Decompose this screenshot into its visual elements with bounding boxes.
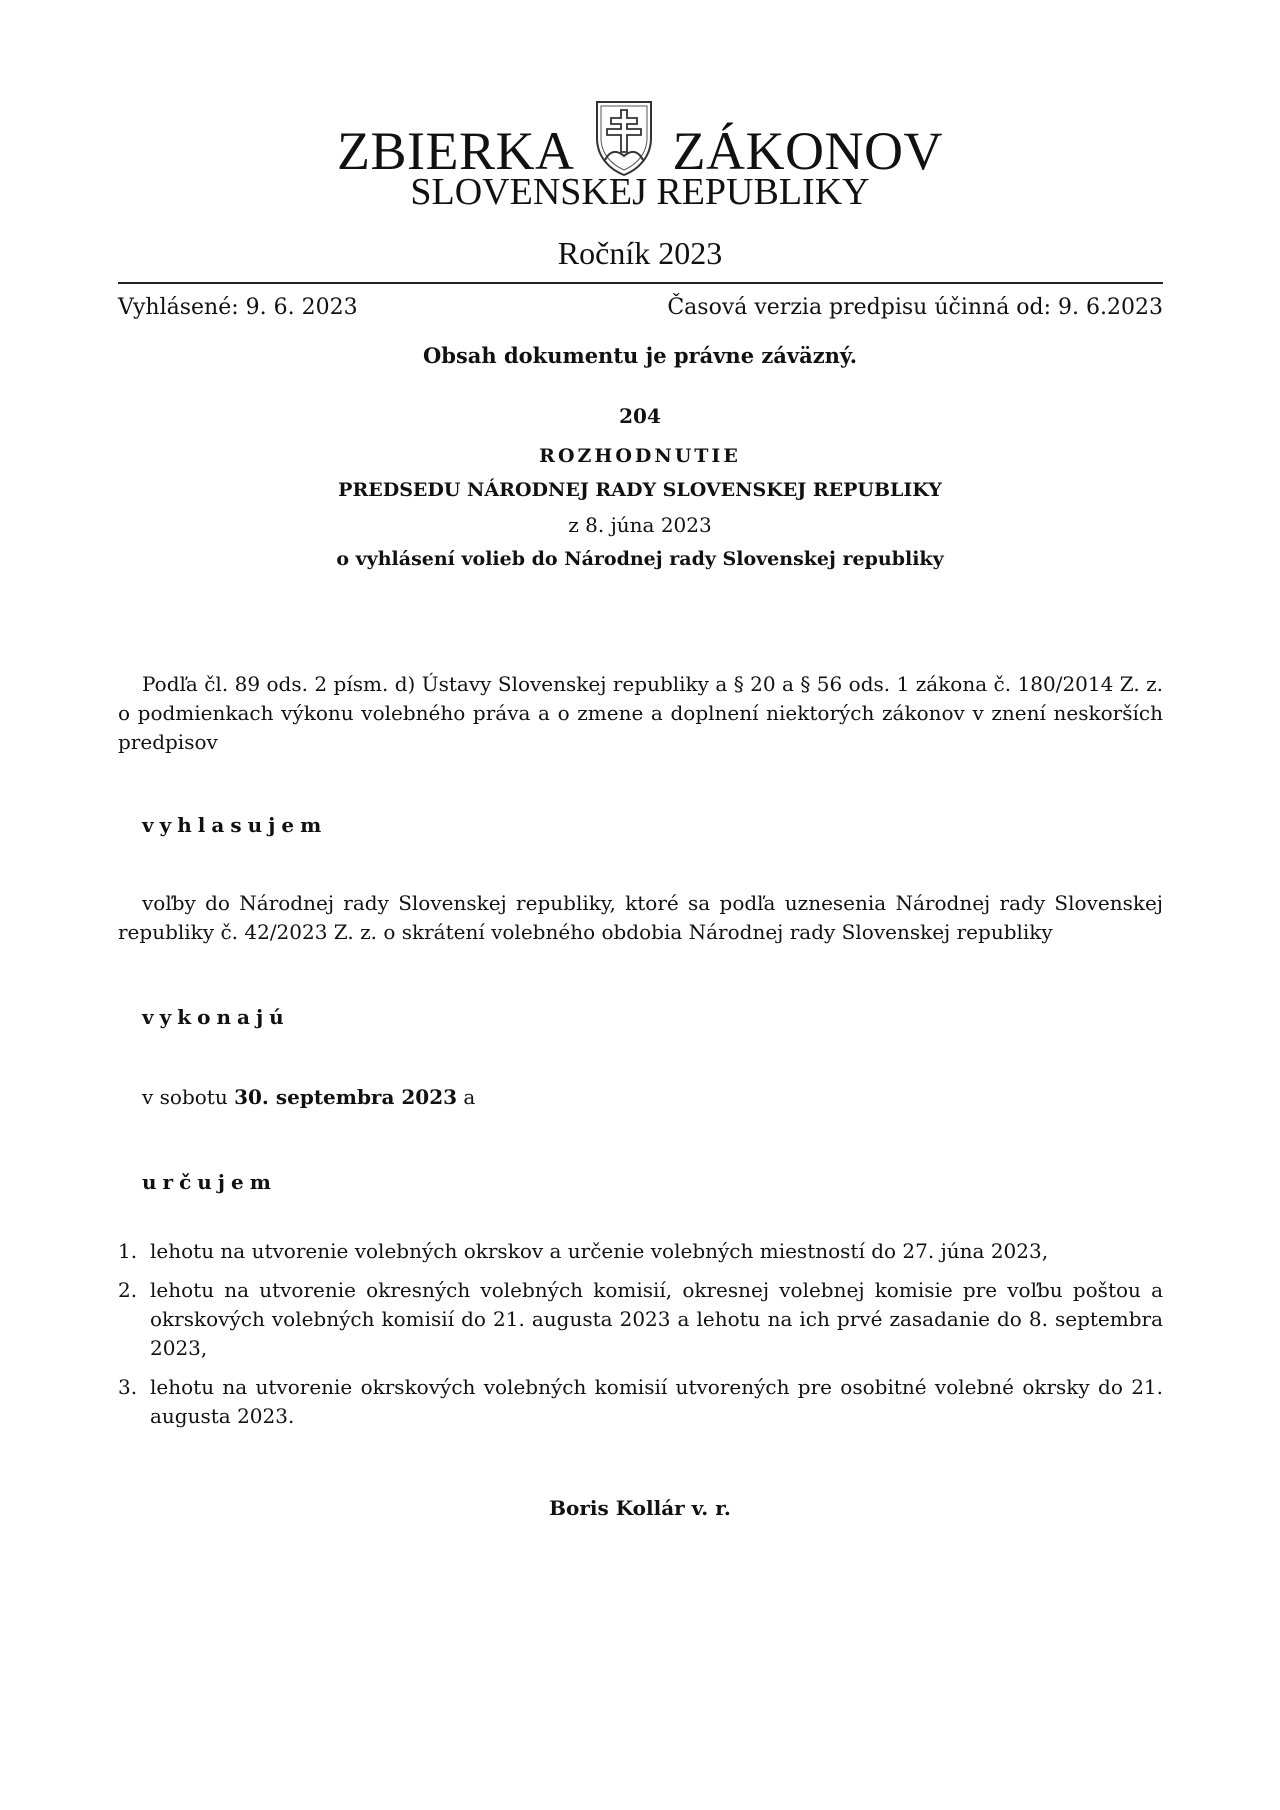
- election-date-line: [118, 1083, 1163, 1112]
- binding-note: Obsah dokumentu je právne záväzný.: [422, 343, 858, 368]
- masthead-subtitle: SLOVENSKEJ REPUBLIKY: [410, 171, 870, 213]
- masthead-word-right: ZÁKONOV: [672, 121, 943, 181]
- list-item: [118, 1237, 1163, 1266]
- masthead-word-left: ZBIERKA: [337, 121, 575, 181]
- deadline-list: [118, 1237, 1163, 1441]
- election-date: 30. septembra 2023: [234, 1085, 458, 1109]
- decision-type: ROZHODNUTIE: [539, 445, 741, 467]
- announced-date: Vyhlásené: 9. 6. 2023: [118, 295, 358, 320]
- verb-vykonaju: vykonajú: [142, 1005, 290, 1029]
- decision-issuer: PREDSEDU NÁRODNEJ RADY SLOVENSKEJ REPUBLIKY: [338, 479, 942, 501]
- list-item-number: 2.: [118, 1278, 138, 1302]
- list-item-number: 1.: [118, 1239, 138, 1263]
- header-divider: [118, 282, 1163, 284]
- intro-paragraph: Podľa čl. 89 ods. 2 písm. d) Ústavy Slovenskej republiky a § 20 a § 56 ods. 1 zákona č. 180/2014 Z. z. o podmienkach výkonu volebného práva a o zmene a doplnení niektorých zákonov v znení neskorších predpisov: [118, 672, 1163, 754]
- meta-row: [118, 293, 1163, 323]
- date-prefix: v sobotu: [142, 1085, 235, 1109]
- decision-subject: o vyhlásení volieb do Národnej rady Slovenskej republiky: [336, 548, 944, 570]
- decision-number: 204: [619, 404, 661, 428]
- list-item: [118, 1276, 1163, 1363]
- decision-date: z 8. júna 2023: [568, 513, 712, 537]
- masthead: [0, 98, 1280, 181]
- list-item-text: lehotu na utvorenie volebných okrskov a určenie volebných miestností do 27. júna 2023,: [150, 1239, 1049, 1263]
- list-item-text: lehotu na utvorenie okresných volebných komisií, okresnej volebnej komisie pre voľbu poštou a okrskových volebných komisií do 21. augusta 2023 a lehotu na ich prvé zasadanie do 8. septembra 2023,: [150, 1278, 1163, 1360]
- slovak-coat-of-arms-icon: [593, 98, 655, 178]
- list-item-text: lehotu na utvorenie okrskových volebných komisií utvorených pre osobitné volebné okrsky do 21. augusta 2023.: [150, 1375, 1163, 1428]
- volume-year: Ročník 2023: [557, 235, 723, 271]
- signature: Boris Kollár v. r.: [549, 1496, 731, 1520]
- effective-version: Časová verzia predpisu účinná od: 9. 6.2023: [667, 295, 1163, 320]
- list-item: [118, 1373, 1163, 1431]
- verb-vyhlasujem: vyhlasujem: [142, 813, 328, 837]
- verb-urcujem: určujem: [142, 1170, 277, 1194]
- date-suffix: a: [457, 1085, 476, 1109]
- list-item-number: 3.: [118, 1375, 138, 1399]
- elections-paragraph: voľby do Národnej rady Slovenskej republiky, ktoré sa podľa uznesenia Národnej rady Slovenskej republiky č. 42/2023 Z. z. o skrátení volebného obdobia Národnej rady Slovenskej republiky: [118, 891, 1163, 944]
